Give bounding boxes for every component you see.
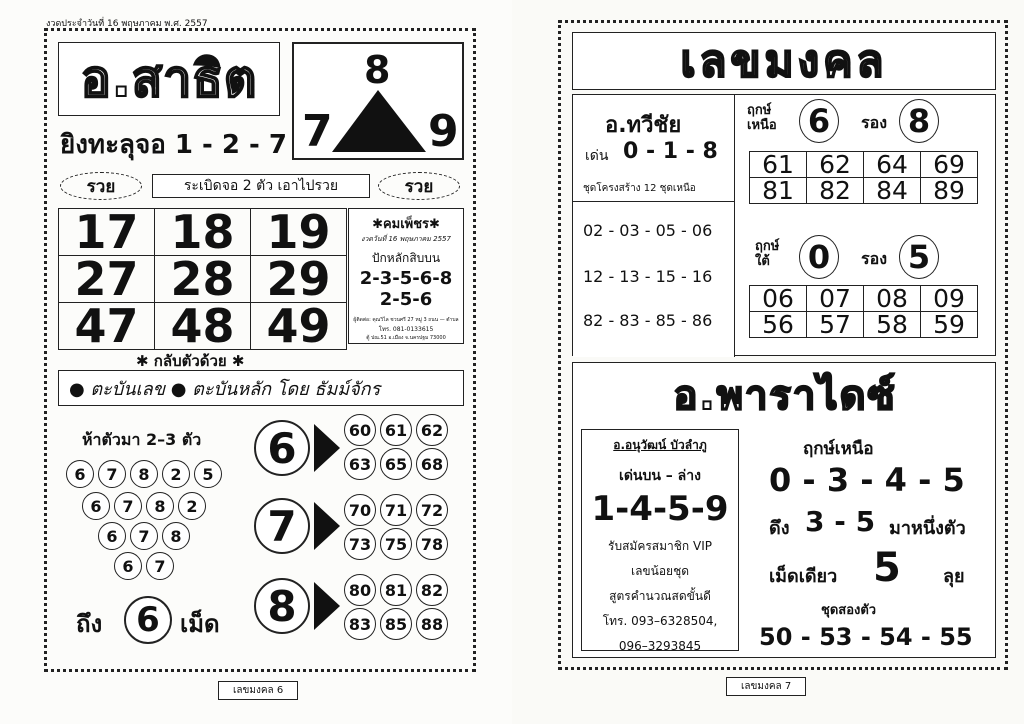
para-single-suffix: ลุย — [943, 566, 965, 587]
triangle-right-number: 9 — [428, 106, 459, 157]
pair-circle: 75 — [380, 528, 412, 560]
pyramid-circle: 7 — [130, 522, 158, 550]
north-label: ฤกษ์เหนือ — [747, 103, 777, 133]
pair-circle: 82 — [416, 574, 448, 606]
pair-circle: 80 — [344, 574, 376, 606]
south-cell: 09 — [921, 286, 978, 312]
grid-cell: 48 — [155, 303, 251, 350]
grid-cell: 47 — [59, 303, 155, 350]
noi-label: เลขน้อยชุด — [630, 564, 690, 578]
triangle-top-number: 8 — [364, 48, 391, 92]
kom-line-1: 2-3-5-6-8 — [359, 268, 453, 289]
grid-cell: 28 — [155, 256, 251, 303]
big-circle-8: 8 — [254, 578, 310, 634]
north-rong-label: รอง — [861, 113, 888, 132]
kom-petch-box — [348, 208, 464, 344]
para-pair-value: 50 - 53 - 54 - 55 — [759, 623, 973, 651]
big-circle-6: 6 — [254, 420, 310, 476]
thawichai-structure-label: ชุดโครงสร้าง 12 ชุดเหนือ — [583, 183, 696, 194]
formula-label: สูตรคำนวณสดขั้นดี — [609, 589, 711, 603]
sarit-title-box — [58, 42, 280, 116]
north-cell: 64 — [864, 152, 921, 178]
para-dueng-suffix: มาหนึ่งตัว — [889, 518, 966, 539]
pair-circle: 60 — [344, 414, 376, 446]
north-cell: 84 — [864, 178, 921, 204]
anuwat-den-label: เด่นบน – ล่าง — [619, 468, 701, 484]
north-cell: 69 — [921, 152, 978, 178]
tel-1: โทร. 093–6328504, — [602, 614, 718, 628]
paradise-title: อ.พาราไดซ์ — [673, 373, 897, 419]
south-rong-label: รอง — [861, 249, 888, 268]
grid-cell: 49 — [251, 303, 347, 350]
vip-label: รับสมัครสมาชิก VIP — [608, 539, 712, 553]
kom-address-1: ผู้ติดต่อ: คุณวิไล ชวนศรี 27 หมู่ 3 ถนน — ตำบล — [353, 317, 459, 323]
pair-circle: 71 — [380, 494, 412, 526]
south-label: ฤกษ์ใต้ — [755, 239, 780, 269]
pair-circle: 78 — [416, 528, 448, 560]
pyramid-circle: 8 — [130, 460, 158, 488]
thawichai-name: อ.ทวีชัย — [605, 113, 682, 138]
south-cell: 58 — [864, 312, 921, 338]
big-circle-7: 7 — [254, 498, 310, 554]
para-single-value: 5 — [873, 545, 901, 591]
rich-badge-right: รวย — [378, 172, 460, 200]
footer-page-7: เลขมงคล 7 — [726, 677, 806, 696]
arrow-right-icon — [314, 424, 340, 472]
triangle-box — [292, 42, 464, 160]
south-cell: 06 — [750, 286, 807, 312]
kom-date: งวดวันที่ 16 พฤษภาคม 2557 — [361, 235, 451, 243]
pair-circle: 61 — [380, 414, 412, 446]
reverse-label: ✱ กลับตัวด้วย ✱ — [136, 352, 245, 370]
anuwat-den-value: 1-4-5-9 — [591, 489, 729, 529]
grid-cell: 27 — [59, 256, 155, 303]
footer-page-6: เลขมงคล 6 — [218, 681, 298, 700]
paradise-section — [572, 362, 996, 658]
thawichai-divider — [573, 201, 735, 202]
south-cell: 59 — [921, 312, 978, 338]
north-cell: 81 — [750, 178, 807, 204]
pyramid-circle: 8 — [146, 492, 174, 520]
para-north-value: 0 - 3 - 4 - 5 — [769, 461, 965, 499]
anuwat-name: อ.อนุวัฒน์ บัวลำภู — [613, 438, 707, 452]
hao-label: ห้าตัวมา 2–3 ตัว — [82, 430, 202, 449]
para-north-label: ฤกษ์เหนือ — [803, 439, 874, 459]
grid-cell: 18 — [155, 209, 251, 256]
pair-circle: 63 — [344, 448, 376, 480]
kom-address-2: โทร. 081-0133615 — [378, 326, 434, 333]
kom-sub: ปักหลักสิบบน — [371, 251, 441, 265]
arrow-right-icon — [314, 502, 340, 550]
para-dueng-value: 3 - 5 — [805, 505, 876, 538]
thawichai-row: 02 - 03 - 05 - 06 — [583, 221, 713, 240]
thueng-number-circle: 6 — [124, 596, 172, 644]
met-label: เม็ด — [180, 610, 220, 638]
north-table — [749, 151, 978, 204]
pyramid-circle: 7 — [114, 492, 142, 520]
right-page — [512, 0, 1024, 724]
south-cell: 07 — [807, 286, 864, 312]
pyramid-circle: 7 — [146, 552, 174, 580]
paradise-title-wrap — [573, 367, 997, 423]
south-cell: 57 — [807, 312, 864, 338]
pyramid-circle: 8 — [162, 522, 190, 550]
thueng-label: ถึง — [76, 610, 103, 638]
pair-circle: 81 — [380, 574, 412, 606]
rich-badge-left: รวย — [60, 172, 142, 200]
thawichai-row: 82 - 83 - 85 - 86 — [583, 311, 713, 330]
grid-cell: 19 — [251, 209, 347, 256]
pair-circle: 85 — [380, 608, 412, 640]
pair-circle: 73 — [344, 528, 376, 560]
number-grid — [58, 205, 347, 353]
tel-2: 096–3293845 — [618, 639, 702, 653]
arrow-right-icon — [314, 582, 340, 630]
pyramid-circle: 7 — [98, 460, 126, 488]
pyramid-circle: 5 — [194, 460, 222, 488]
thawichai-den-value: 0 - 1 - 8 — [623, 139, 718, 164]
para-dueng-label: ดึง — [769, 518, 790, 539]
pyramid-circle: 6 — [114, 552, 142, 580]
south-cell: 08 — [864, 286, 921, 312]
rich-banner: ระเบิดจอ 2 ตัว เอาไปรวย — [152, 174, 370, 198]
south-main-circle: 0 — [799, 235, 839, 279]
pair-circle: 65 — [380, 448, 412, 480]
triangle-left-number: 7 — [302, 106, 333, 157]
north-cell: 62 — [807, 152, 864, 178]
pyramid-circle: 2 — [162, 460, 190, 488]
pair-circle: 62 — [416, 414, 448, 446]
main-title: เลขมงคล — [680, 36, 888, 87]
upper-content-box — [572, 94, 996, 356]
pair-circle: 88 — [416, 608, 448, 640]
thawichai-row: 12 - 13 - 15 - 16 — [583, 267, 713, 286]
pyramid-circle: 6 — [66, 460, 94, 488]
south-table — [749, 285, 978, 338]
header-date: งวดประจำวันที่ 16 พฤษภาคม พ.ศ. 2557 — [46, 19, 208, 29]
pair-circle: 72 — [416, 494, 448, 526]
shoot-label: ยิงทะลุจอ 1 - 2 - 7 — [60, 130, 287, 160]
pyramid-circle: 2 — [178, 492, 206, 520]
sarit-title: อ.สาธิต — [80, 49, 258, 108]
grid-cell: 17 — [59, 209, 155, 256]
north-main-circle: 6 — [799, 99, 839, 143]
north-cell: 89 — [921, 178, 978, 204]
north-cell: 82 — [807, 178, 864, 204]
pyramid-circle: 6 — [98, 522, 126, 550]
pyramid-circle: 6 — [82, 492, 110, 520]
north-cell: 61 — [750, 152, 807, 178]
south-rong-circle: 5 — [899, 235, 939, 279]
thawichai-den-label: เด่น — [585, 148, 609, 164]
pair-circle: 68 — [416, 448, 448, 480]
para-single-label: เม็ดเดียว — [769, 566, 838, 587]
grid-cell: 29 — [251, 256, 347, 303]
south-cell: 56 — [750, 312, 807, 338]
kom-address-3: ตู้ ปณ.51 อ.เมือง จ.นครปฐม 73000 — [366, 335, 446, 341]
thawichai-box — [573, 95, 735, 357]
north-rong-circle: 8 — [899, 99, 939, 143]
pair-circle: 70 — [344, 494, 376, 526]
tamban-banner: ● ตะบันเลข ● ตะบันหลัก โดย ธัมม์จักร — [58, 370, 464, 406]
pair-circle: 83 — [344, 608, 376, 640]
title-banner — [572, 32, 996, 90]
anuwat-box — [581, 429, 739, 651]
para-pair-label: ชุดสองตัว — [821, 603, 877, 618]
kom-title: ✱คมเพ็ชร✱ — [372, 217, 440, 232]
kom-line-2: 2-5-6 — [379, 289, 433, 310]
